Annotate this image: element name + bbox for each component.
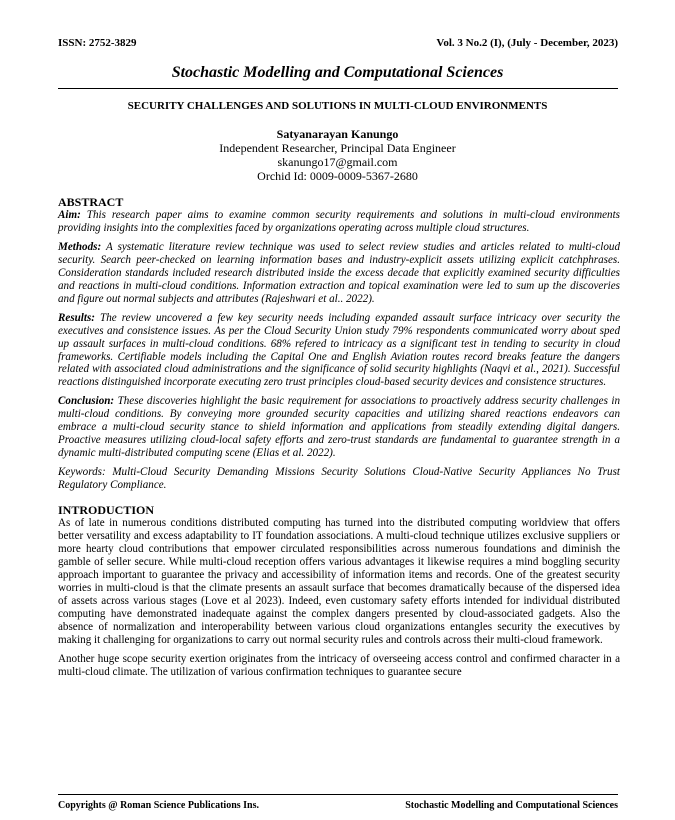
aim-label: Aim: [58,209,81,221]
results-text: The review uncovered a few key security needs including expanded assault surface intricacy over security the executives and consistence issues. As per the Cloud Security Union study 79% respondents communicated worry about sped up assault surfaces in multi-cloud conditions. 68% refered to intricacy as a significant test in tending to security in cloud frameworks. Certifiable models including the Capital One and English Aviation routes record breaks feature the dangers related with associated cloud administrations and the significance of solid security highlights (Naqvi et al., 2021). Successful reactions distinguished incorporate executing zero trust principles cloud-based security devices and consistence structures. [58,311,620,389]
body-content [58,196,620,679]
footer-journal: Stochastic Modelling and Computational Sciences [405,800,618,811]
author-email[interactable]: skanungo17@gmail.com [277,155,398,169]
paper-title: SECURITY CHALLENGES AND SOLUTIONS IN MULTI-CLOUD ENVIRONMENTS [127,100,548,112]
volume-info: Vol. 3 No.2 (I), (July - December, 2023) [436,37,618,49]
abstract-methods [58,241,620,306]
author-affiliation: Independent Researcher, Principal Data Engineer [219,141,456,155]
footer-copyright: Copyrights @ Roman Science Publications Ins. [58,800,259,811]
author-block [0,127,675,183]
introduction-heading: INTRODUCTION [58,503,155,518]
abstract-aim [58,209,620,235]
intro-paragraph-2: Another huge scope security exertion originates from the intricacy of overseeing access control and confirmed character in a multi-cloud climate. The utilization of various confirmation techniques to guarantee secure [58,652,620,678]
keywords: Keywords: Multi-Cloud Security Demanding Missions Security Solutions Cloud-Native Security Appliances No Trust Regulatory Compliance. [58,466,620,492]
conclusion-label: Conclusion: [58,395,115,408]
intro-paragraph-1: As of late in numerous conditions distributed computing has turned into the distributed computing worldview that offers better versatility and excess adaptability to IT foundation associations. A multi-cloud technique utilizes exclusive suppliers or more hearty cloud contributions that empower circulated responsibilities across numerous foundations and diminish the gamble of seller secure. While multi-cloud reception offers various advantages it likewise requires a mind boggling security approach important to guarantee the privacy and accessibility of information items and records. One of the greatest security worries in multi-cloud is that the climate presents an assault surface that becomes dramatically because of the dispersed idea of assets across various stages (Love et al 2023). Indeed, even customary safety efforts intended for individual distributed computing have demonstrated inadequate against the complex dangers presented by cloud-associated gadgets. Also the absence of normalization and interoperability between various cloud organizations entangles security the executives by making it challenging for organizations to carry out normal security rules and controls across their multi-cloud framework. [58,517,620,646]
author-orcid: Orchid Id: 0009-0009-5367-2680 [257,169,418,183]
methods-text: A systematic literature review technique was used to select review studies and articles related to multi-cloud security. Search peer-checked on learning information bases and industry-explicit assets utilizing explicit catchphrases. Consideration standards included research distributed inside the excess decade that explicitly examined security difficulties and reactions in multi-cloud conditions. Information extraction and topical examination were led to sum up the discoveries and figure out normal subjects and attributes (Rajeshwari et al.. 2022). [58,240,620,305]
author-name: Satyanarayan Kanungo [276,127,399,141]
abstract-conclusion [58,395,620,460]
footer-divider [58,794,618,795]
issn: ISSN: 2752-3829 [58,37,137,49]
journal-name: Stochastic Modelling and Computational Sciences [171,64,504,81]
results-label: Results: [58,311,95,324]
abstract-heading: ABSTRACT [58,195,124,209]
methods-label: Methods: [58,240,102,253]
conclusion-text: These discoveries highlight the basic requirement for associations to proactively address security challenges in multi-cloud conditions. By conveying more grounded security capacities and utilizing shared reactions endeavors can embrace a multi-cloud security stance to shield information and applications from steadily extending digital dangers. Proactive measures utilizing cloud-local safety efforts and zero-trust standards are fundamental to guarantee strength in a dynamic multi-distributed computing scene (Elias et al. 2022). [58,395,620,460]
abstract-results [58,312,620,390]
aim-text: This research paper aims to examine common security requirements and solutions in multi-cloud environments providing insights into the complexities faced by organizations operating across multiple cloud structures. [58,209,620,234]
header-divider [58,88,618,89]
